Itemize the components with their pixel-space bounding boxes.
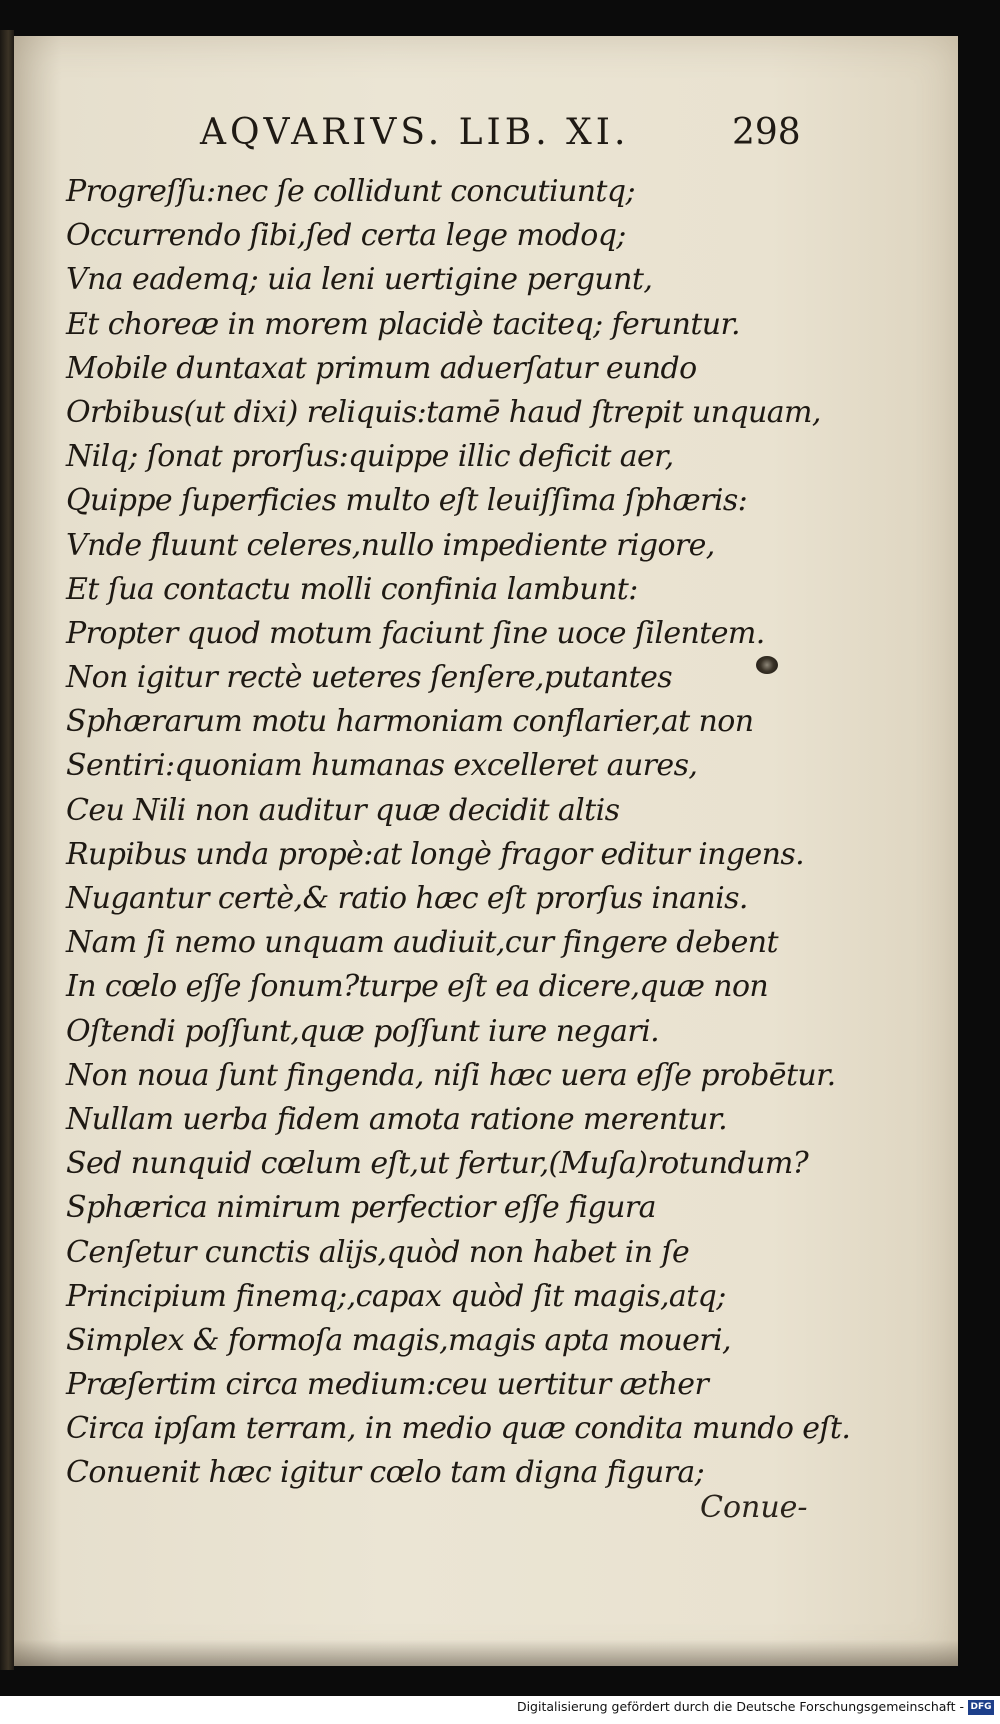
verse-line: Vna eademq; uia leni uertigine pergunt, [66,262,653,298]
verse-line: Mobile duntaxat primum aduerſatur eundo [66,350,697,386]
verse-line: Et ſua contactu molli confinia lambunt: [66,571,638,607]
verse-line: Conuenit hæc igitur cœlo tam digna figura; [66,1455,705,1491]
verse-line: Sentiri:quoniam humanas excelleret aures, [66,748,698,784]
verse-line: Simplex & formoſa magis,magis apta moueri, [66,1322,731,1358]
verse-line: Ceu Nili non auditur quæ decidit altis [66,792,620,828]
verse-line: Nam ſi nemo unquam audiuit,cur fingere debent [66,925,778,961]
verse-line: Et choreæ in morem placidè taciteq; feruntur. [66,306,740,342]
footer-band [0,1696,1000,1724]
verse-line: Principium finemq;,capax quòd ſit magis,atq; [66,1278,726,1314]
verse-line: Sed nunquid cœlum eſt,ut fertur,(Muſa)rotundum? [66,1146,809,1182]
book-spine [0,30,14,1670]
page-edge-shadow [14,1640,958,1666]
verse-line: Rupibus unda propè:at longè fragor editur ingens. [66,836,805,872]
verse-line: Occurrendo ſibi,ſed certa lege modoq; [66,218,626,254]
verse-line: Circa ipſam terram, in medio quæ condita mundo eſt. [66,1411,851,1447]
verse-line: Non igitur rectè ueteres ſenſere,putantes [66,660,673,696]
verse-line: Vnde fluunt celeres,nullo impediente rigore, [66,527,715,563]
verse-line: Nullam uerba fidem amota ratione merentur. [66,1101,728,1137]
page-header [0,112,1000,162]
verse-line: Cenſetur cunctis alijs,quòd non habet in ſe [66,1234,690,1270]
running-head: AQVARIVS. LIB. XI. [200,112,630,153]
catchword: Conue- [700,1490,808,1525]
verse-line: Nilq; ſonat prorſus:quippe illic deficit aer, [66,439,674,475]
verse-line: In cœlo eſſe ſonum?turpe eſt ea dicere,quæ non [66,969,769,1005]
verse-line: Præſertim circa medium:ceu uertitur æther [66,1367,709,1403]
verse-line: Sphærica nimirum perfectior eſſe figura [66,1190,656,1226]
verse-line: Sphærarum motu harmoniam conflarier,at non [66,704,754,740]
page-number: 298 [732,112,801,153]
verse-line: Non noua ſunt fingenda, niſi hæc uera eſſe probētur. [66,1057,836,1093]
funding-credit: Digitalisierung gefördert durch die Deutsche Forschungsgemeinschaft - [516,1699,964,1714]
ink-blot [756,656,778,674]
verse-line: Propter quod motum faciunt ſine uoce ſilentem. [66,615,765,651]
verse-block [66,170,851,1496]
verse-line: Quippe ſuperficies multo eſt leuiſſima ſphæris: [66,483,748,519]
verse-line: Oſtendi poſſunt,quæ poſſunt iure negari. [66,1013,660,1049]
verse-line: Nugantur certè,& ratio hæc eſt prorſus inanis. [66,881,748,916]
dfg-logo-badge: DFG [968,1700,994,1715]
verse-line: Orbibus(ut dixi) reliquis:tamē haud ſtrepit unquam, [66,394,821,430]
verse-line: Progreſſu:nec ſe collidunt concutiuntq; [66,174,635,209]
